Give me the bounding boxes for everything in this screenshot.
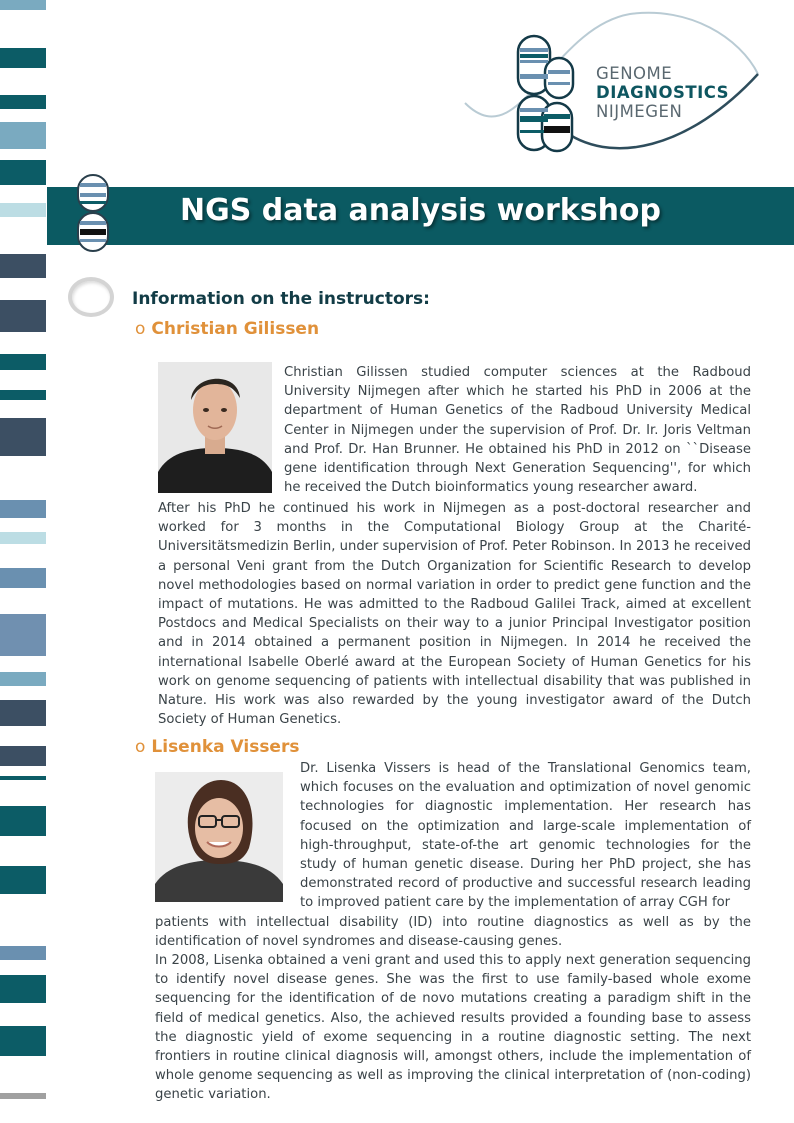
logo-line-diagnostics: DIAGNOSTICS [596,83,730,102]
portrait-woman-icon [155,772,283,902]
instructor-bio-more: After his PhD he continued his work in Nijmegen as a post-doctoral researcher and worked for 3 months in the Computational Biology Group at the Charité-Universitätsmedizin Berlin, under supervision of Prof. Peter Robinson. In 2013 he received a personal Veni grant from the Dutch Organization for Scientific Research to develop novel methodologies based on normal variation in order to predict gene function and the impact of mutations. He was admitted to the Radboud Galilei Track, aimed at excellent Postdocs and Medical Specialists on their way to a junior Principal Investigator position and in 2014 obtained a permanent position in Nijmegen. In 2014 he received the international Isabelle Oberlé award at the European Society of Human Genetics for his work on genome sequencing of patients with intellectual disability that was published in Nature. His work was also rewarded by the young investigator award of the Dutch Society of Human Genetics. [158,501,751,728]
decorative-stripes [0,0,47,1123]
instructor-bio-continued: patients with intellectual disability (ID) into routine diagnostics as well as by the identification of novel syndromes and disease-causing genes. [155,915,751,950]
section-heading: Information on the instructors: [132,289,430,309]
portrait-man-icon [158,362,272,493]
page-title: NGS data analysis workshop [179,193,662,228]
instructor-bio-intro: Dr. Lisenka Vissers is head of the Translational Genomics team, which focuses on the evaluation and optimization of novel genomic technologies for diagnostic implementation. Her research has focused on the optimization and large-scale implementation of high-throughput, state-of-the art genomic technologies for the study of human genetic disease. During her PhD project, she has demonstrated record of productive and successful research leading to improved patient care by the implementation of array CGH for [300,761,751,911]
instructor-bio-more: In 2008, Lisenka obtained a veni grant and used this to apply next generation sequencing to identify novel disease genes. She was the first to use family-based whole exome sequencing for the identification of de novo mutations creating a paradigm shift in the field of medical genetics. Also, the achieved results provided a founding base to assess the diagnostic yield of exome sequencing in a routine diagnostic setting. The next frontiers in routine clinical diagnosis will, amongst others, include the implementation of whole genome sequencing as well as improving the clinical interpretation of (non-coding) genetic variation. [155,953,751,1103]
circle-bullet-icon [68,277,114,317]
logo-line-nijmegen: NIJMEGEN [596,102,683,121]
title-banner [47,187,794,245]
chromosome-icon [76,173,110,253]
logo-line-genome: GENOME [596,64,673,83]
instructor-name [135,319,319,339]
instructor-name-text: Lisenka Vissers [151,737,300,757]
circle-bullet-icon: o [135,737,146,757]
instructor-name-text: Christian Gilissen [151,319,320,339]
instructor-name [135,737,299,757]
circle-bullet-icon: o [135,319,146,339]
instructor-bio-intro: Christian Gilissen studied computer sciences at the Radboud University Nijmegen after which he started his PhD in 2006 at the department of Human Genetics of the Radboud University Medical Center in Nijmegen under the supervision of Prof. Dr. Ir. Joris Veltman and Prof. Dr. Han Brunner. He obtained his PhD in 2012 on ``Disease gene identification through Next Generation Sequencing'', for which he received the Dutch bioinformatics young researcher award. [284,365,751,496]
